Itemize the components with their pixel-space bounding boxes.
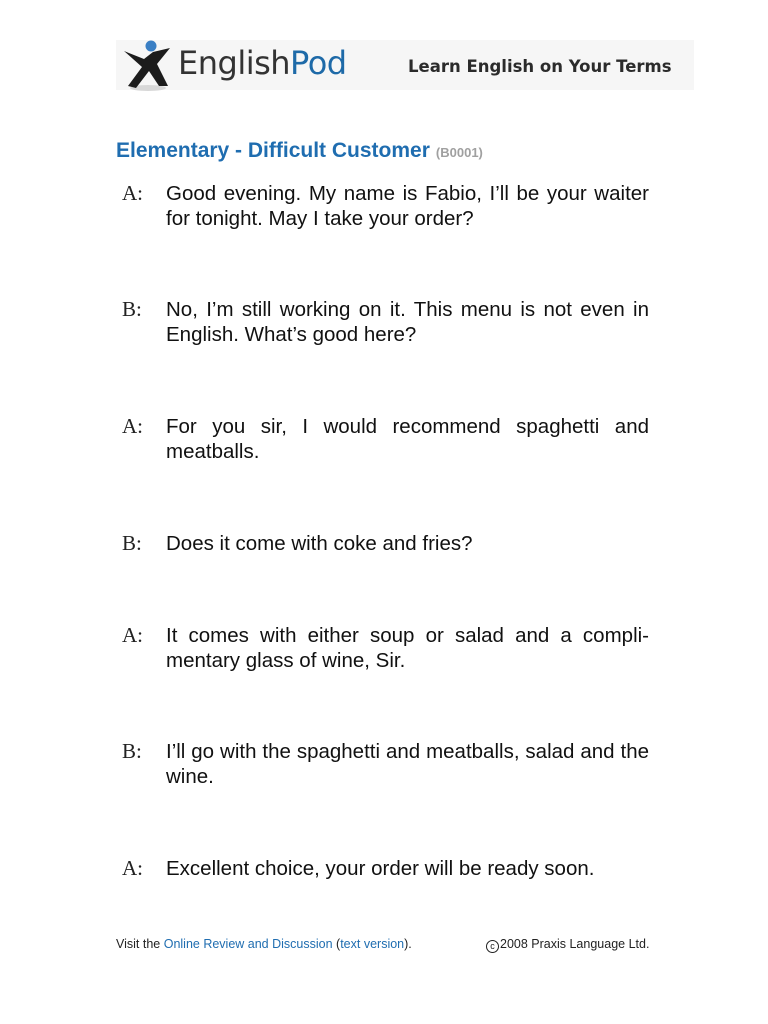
tagline: Learn English on Your Terms (408, 57, 672, 76)
footer-visit (116, 937, 412, 951)
speaker-label: A: (122, 414, 143, 438)
dialogue-text: Excellent choice, your order will be ready soon. (166, 857, 595, 880)
dialogue-text: Good evening. My name is Fabio, I’ll be your waiter for tonight. May I take your order? (166, 182, 649, 230)
dialogue-text: Does it come with coke and fries? (166, 532, 473, 555)
lesson-title: Elementary - Difficult Customer (116, 139, 430, 162)
speaker-label: A: (122, 856, 143, 880)
footer-paren-close: ). (404, 937, 412, 951)
brand-name-main: English (178, 44, 291, 82)
online-review-link[interactable]: Online Review and Discussion (163, 937, 333, 951)
lesson-title-row (116, 139, 483, 163)
copyright-text: 2008 Praxis Language Ltd. (500, 937, 650, 951)
speaker-label: B: (122, 297, 142, 321)
dialogue-text: I’ll go with the spaghetti and meatballs, salad and the wine. (166, 740, 649, 788)
header-banner (116, 40, 694, 90)
englishpod-logo-icon (120, 40, 176, 92)
brand-logotype (178, 44, 347, 82)
footer-copyright (486, 937, 649, 953)
footer-paren-open: ( (332, 937, 341, 951)
lesson-code: (B0001) (435, 145, 483, 160)
brand-name-accent: Pod (290, 44, 347, 82)
dialogue-text: For you sir, I would recommend spaghetti and meatballs. (166, 415, 649, 463)
speaker-label: B: (122, 531, 142, 555)
dialogue-text: It comes with either soup or salad and a compli-mentary glass of wine, Sir. (166, 624, 649, 672)
speaker-label: A: (122, 623, 143, 647)
copyright-icon: c (486, 940, 499, 953)
footer-visit-prefix: Visit the (116, 937, 164, 951)
speaker-label: B: (122, 739, 142, 763)
speaker-label: A: (122, 181, 143, 205)
dialogue-text: No, I’m still working on it. This menu is not even in English. What’s good here? (166, 298, 649, 346)
text-version-link[interactable]: text version (340, 937, 405, 951)
